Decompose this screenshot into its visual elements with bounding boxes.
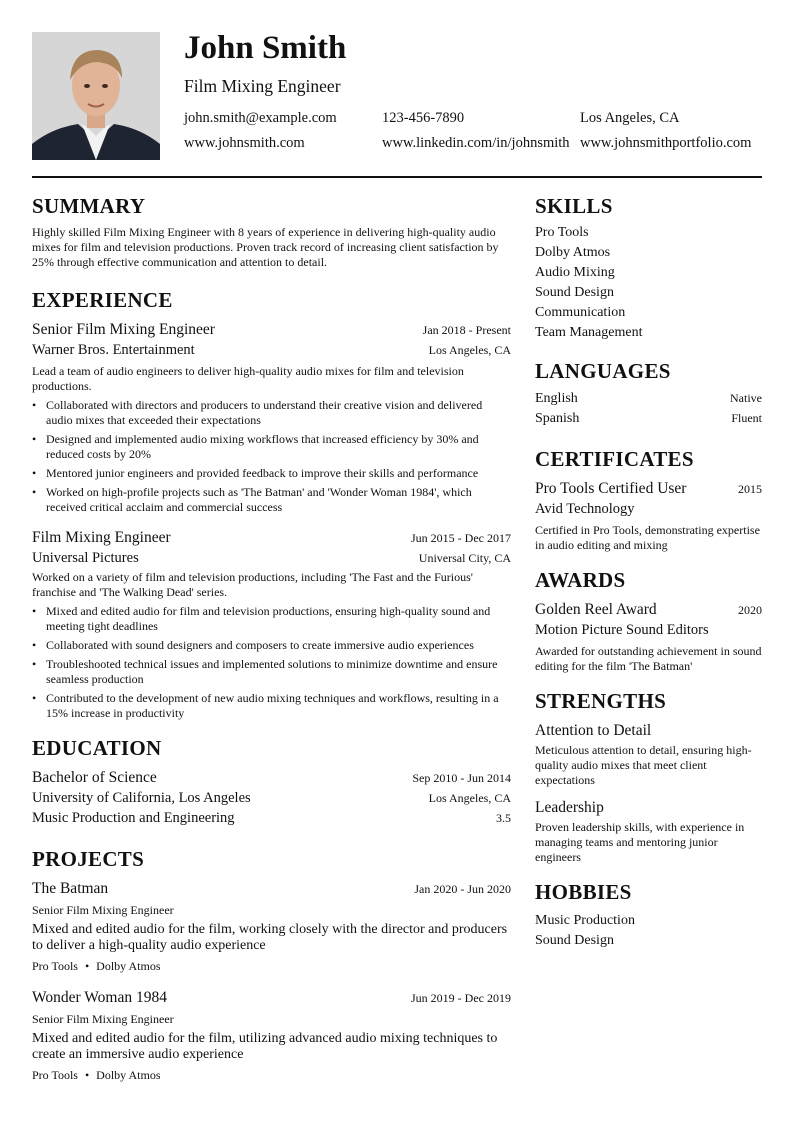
- resume-header: [32, 32, 762, 160]
- tag-separator: •: [84, 1068, 90, 1082]
- right-column: [535, 193, 762, 951]
- skills-heading: SKILLS: [535, 194, 613, 218]
- projects-section: [32, 846, 511, 1083]
- certificate-issuer: Avid Technology: [535, 501, 635, 517]
- job-bullet: • Troubleshooted technical issues and implemented solutions to minimize downtime and ensure seamless production: [32, 657, 511, 687]
- project-entry: [32, 988, 511, 1083]
- skill-item: Dolby Atmos: [535, 245, 611, 260]
- summary-heading: SUMMARY: [32, 194, 146, 218]
- job-bullet: • Collaborated with directors and producers to understand their creative vision and delivered audio mixes that exceeded their expectations: [32, 398, 511, 428]
- job-company: Warner Bros. Entertainment: [32, 342, 195, 358]
- strength-description: Meticulous attention to detail, ensuring high-quality audio mixes that meet client expectations: [535, 743, 752, 787]
- project-role: Senior Film Mixing Engineer: [32, 903, 174, 917]
- awards-heading: AWARDS: [535, 568, 626, 592]
- project-name: Wonder Woman 1984: [32, 989, 167, 1006]
- award-name: Golden Reel Award: [535, 601, 657, 618]
- language-name: English: [535, 391, 578, 406]
- left-column: [32, 193, 511, 1083]
- certificate-name: Pro Tools Certified User: [535, 480, 687, 497]
- job-bullet: • Worked on high-profile projects such as 'The Batman' and 'Wonder Woman 1984', which received critical acclaim and commercial success: [32, 485, 511, 515]
- language-level: Native: [730, 391, 762, 405]
- job-company: Universal Pictures: [32, 550, 139, 566]
- profile-photo: [32, 32, 160, 160]
- skill-item: Team Management: [535, 325, 643, 340]
- project-name: The Batman: [32, 880, 109, 897]
- job-location: Universal City, CA: [418, 551, 511, 565]
- phone-number: 123-456-7890: [382, 110, 465, 126]
- experience-heading: EXPERIENCE: [32, 288, 173, 312]
- project-tags: [32, 959, 511, 974]
- project-description: Mixed and edited audio for the film, utilizing advanced audio mixing techniques to create an immersive audio experience: [32, 1031, 498, 1062]
- summary-text: Highly skilled Film Mixing Engineer with 8 years of experience in delivering high-quality audio mixes for film and television productions. Proven track record of increasing client satisfaction by 25% through effective communication and attention to detail.: [32, 225, 499, 269]
- project-role: Senior Film Mixing Engineer: [32, 1012, 174, 1026]
- project-tag: Dolby Atmos: [96, 1068, 161, 1082]
- certificate-year: 2015: [738, 482, 762, 496]
- education-school: University of California, Los Angeles: [32, 790, 251, 806]
- job-location: Los Angeles, CA: [428, 343, 511, 357]
- skill-item: Pro Tools: [535, 225, 589, 240]
- education-field: Music Production and Engineering: [32, 810, 235, 826]
- projects-heading: PROJECTS: [32, 847, 145, 871]
- project-tag: Dolby Atmos: [96, 959, 161, 973]
- project-tag: Pro Tools: [32, 959, 78, 973]
- job-dates: Jan 2018 - Present: [422, 323, 511, 337]
- strengths-heading: STRENGTHS: [535, 689, 667, 713]
- job-bullet: • Collaborated with sound designers and composers to create immersive audio experiences: [32, 638, 511, 653]
- summary-section: [32, 193, 511, 270]
- job-bullet: • Designed and implemented audio mixing workflows that increased efficiency by 30% and reduced costs by 20%: [32, 432, 511, 462]
- strength-name: Attention to Detail: [535, 722, 652, 739]
- skill-item: Communication: [535, 305, 626, 320]
- strength-entry: [535, 721, 762, 788]
- email-link[interactable]: john.smith@example.com: [184, 110, 337, 126]
- job-description: Worked on a variety of film and television productions, including 'The Fast and the Furious' franchise and 'The Walking Dead' series.: [32, 570, 473, 599]
- job-role: Senior Film Mixing Engineer: [32, 321, 215, 338]
- candidate-name: John Smith: [184, 30, 347, 66]
- languages-section: [535, 358, 762, 429]
- location-text: Los Angeles, CA: [580, 110, 680, 126]
- project-dates: Jun 2019 - Dec 2019: [411, 991, 511, 1005]
- job-bullets: [32, 398, 511, 515]
- project-dates: Jan 2020 - Jun 2020: [414, 882, 511, 896]
- hobby-item: Music Production: [535, 913, 635, 928]
- experience-section: [32, 287, 511, 721]
- candidate-title: Film Mixing Engineer: [184, 76, 341, 96]
- awards-section: [535, 567, 762, 674]
- certificates-section: [535, 446, 762, 553]
- job-description: Lead a team of audio engineers to deliver high-quality audio mixes for film and television productions.: [32, 364, 464, 393]
- tag-separator: •: [84, 959, 90, 973]
- strength-name: Leadership: [535, 799, 604, 816]
- strengths-section: [535, 688, 762, 865]
- project-description: Mixed and edited audio for the film, working closely with the director and producers to deliver a high-quality audio experience: [32, 922, 508, 953]
- skills-section: [535, 193, 762, 343]
- skill-item: Sound Design: [535, 285, 614, 300]
- education-heading: EDUCATION: [32, 736, 162, 760]
- project-entry: [32, 879, 511, 974]
- hobby-item: Sound Design: [535, 933, 614, 948]
- job-dates: Jun 2015 - Dec 2017: [411, 531, 511, 545]
- award-description: Awarded for outstanding achievement in sound editing for the film 'The Batman': [535, 644, 762, 673]
- hobbies-heading: HOBBIES: [535, 880, 632, 904]
- job-bullets: [32, 604, 511, 721]
- job-bullet: • Mixed and edited audio for film and television productions, ensuring high-quality sound and meeting tight deadlines: [32, 604, 511, 634]
- skill-item: Audio Mixing: [535, 265, 615, 280]
- experience-entry: [32, 320, 511, 515]
- certificate-description: Certified in Pro Tools, demonstrating expertise in audio editing and mixing: [535, 523, 760, 552]
- language-name: Spanish: [535, 411, 580, 426]
- hobbies-section: [535, 879, 762, 951]
- job-bullet: • Mentored junior engineers and provided feedback to improve their skills and performance: [32, 466, 511, 481]
- education-location: Los Angeles, CA: [428, 791, 511, 805]
- award-year: 2020: [738, 603, 762, 617]
- language-level: Fluent: [731, 411, 762, 425]
- project-tags: [32, 1068, 511, 1083]
- website-link[interactable]: www.johnsmith.com: [184, 135, 305, 151]
- education-gpa: 3.5: [496, 811, 511, 825]
- education-dates: Sep 2010 - Jun 2014: [412, 771, 511, 785]
- job-role: Film Mixing Engineer: [32, 529, 171, 546]
- strength-entry: [535, 798, 762, 865]
- experience-entry: [32, 528, 511, 721]
- languages-heading: LANGUAGES: [535, 359, 671, 383]
- award-issuer: Motion Picture Sound Editors: [535, 622, 709, 638]
- portfolio-link[interactable]: www.johnsmithportfolio.com: [580, 135, 752, 151]
- education-degree: Bachelor of Science: [32, 769, 157, 786]
- linkedin-link[interactable]: www.linkedin.com/in/johnsmith: [382, 135, 570, 151]
- education-section: [32, 735, 511, 828]
- strength-description: Proven leadership skills, with experience in managing teams and mentoring junior engineers: [535, 820, 745, 864]
- certificates-heading: CERTIFICATES: [535, 447, 694, 471]
- job-bullet: • Contributed to the development of new audio mixing techniques and workflows, resulting in a 15% increase in productivity: [32, 691, 511, 721]
- project-tag: Pro Tools: [32, 1068, 78, 1082]
- header-divider: [32, 176, 762, 178]
